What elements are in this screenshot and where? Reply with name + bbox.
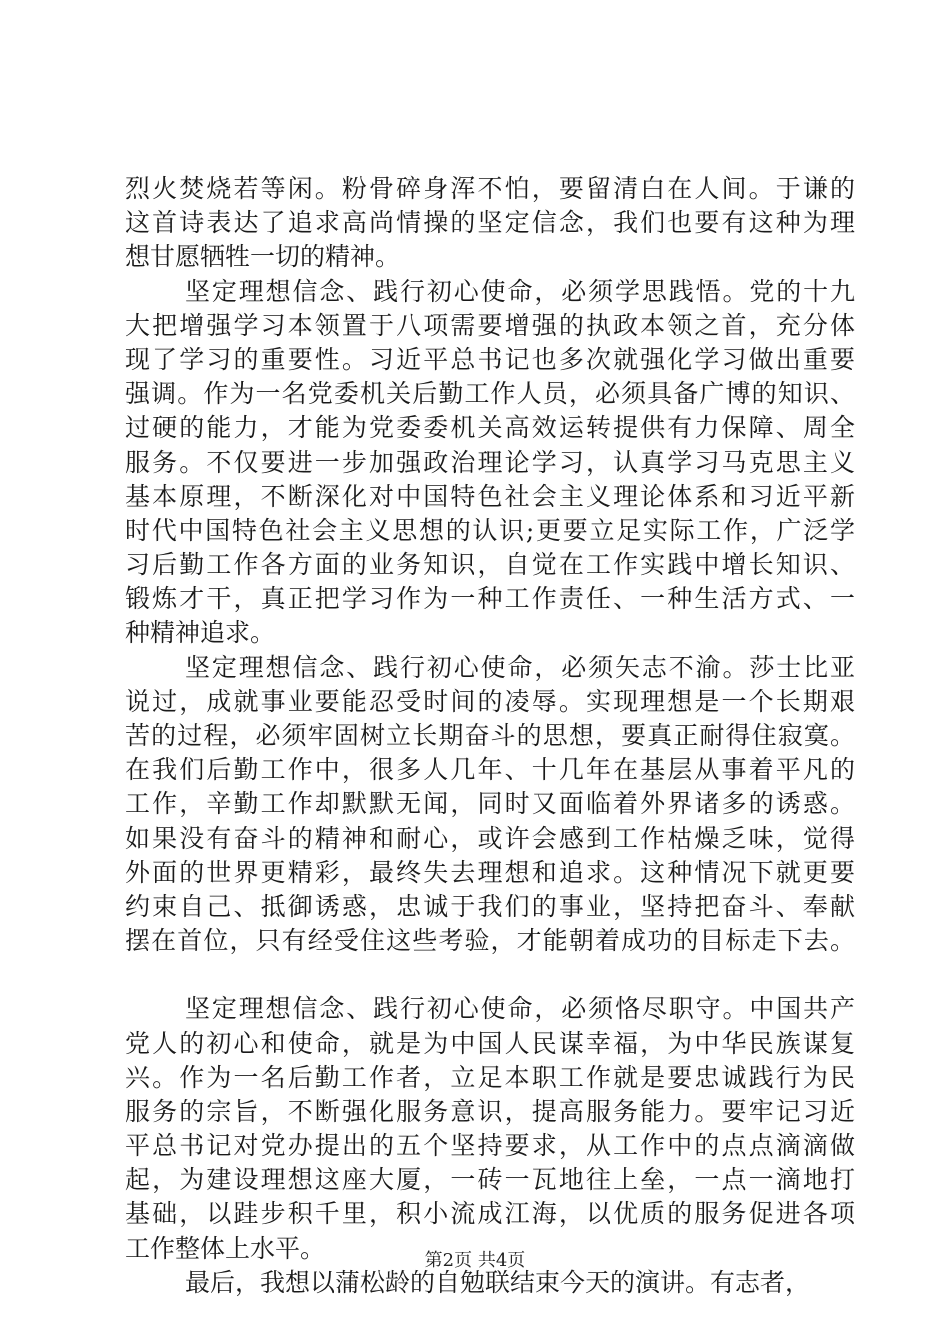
text-line: 现了学习的重要性。习近平总书记也多次就强化学习做出重要 <box>125 344 855 374</box>
text-line: 苦的过程，必须牢固树立长期奋斗的思想，要真正耐得住寂寞。 <box>125 721 855 750</box>
text-line: 烈火焚烧若等闲。粉骨碎身浑不怕，要留清白在人间。于谦的 <box>125 174 855 203</box>
text-line: 过硬的能力，才能为党委委机关高效运转提供有力保障、周全 <box>125 413 855 443</box>
text-line: 在我们后勤工作中，很多人几年、十几年在基层从事着平凡的 <box>125 755 855 785</box>
document-body <box>125 172 855 1300</box>
text-line: 外面的世界更精彩，最终失去理想和追求。这种情况下就更要 <box>125 857 855 887</box>
text-line: 种精神追求。 <box>125 618 276 648</box>
text-line: 摆在首位，只有经受住这些考验，才能朝着成功的目标走下去。 <box>125 926 855 956</box>
text-line: 最后，我想以蒲松龄的自勉联结束今天的演讲。有志者， <box>185 1267 811 1297</box>
text-line: 大把增强学习本领置于八项需要增强的执政本领之首，充分体 <box>125 310 855 340</box>
paragraph <box>125 651 855 959</box>
text-line: 约束自己、抵御诱惑，忠诚于我们的事业，坚持把奋斗、奉献 <box>125 891 855 921</box>
text-line: 服务。不仅要进一步加强政治理论学习，认真学习马克思主义 <box>125 447 855 477</box>
text-line: 工作，辛勤工作却默默无闻，同时又面临着外界诸多的诱惑。 <box>125 789 855 819</box>
text-line: 基本原理，不断深化对中国特色社会主义理论体系和习近平新 <box>125 481 855 511</box>
text-line: 想甘愿牺牲一切的精神。 <box>125 242 401 272</box>
text-line: 习后勤工作各方面的业务知识，自觉在工作实践中增长知识、 <box>125 550 855 580</box>
text-line: 锻炼才干，真正把学习作为一种工作责任、一种生活方式、一 <box>125 584 855 614</box>
text-line: 时代中国特色社会主义思想的认识;更要立足实际工作，广泛学 <box>125 515 855 545</box>
text-line: 这首诗表达了追求高尚情操的坚定信念，我们也要有这种为理 <box>125 208 855 238</box>
paragraph <box>125 275 855 651</box>
text-line: 工作整体上水平。 <box>125 1233 326 1263</box>
text-line: 说过，成就事业要能忍受时间的凌辱。实现理想是一个长期艰 <box>125 686 855 716</box>
text-line: 坚定理想信念、践行初心使命，必须学思践悟。党的十九 <box>185 276 855 306</box>
text-line: 兴。作为一名后勤工作者，立足本职工作就是要忠诚践行为民 <box>125 1062 855 1092</box>
paragraph <box>125 992 855 1266</box>
text-line: 基础，以跬步积千里，积小流成江海，以优质的服务促进各项 <box>125 1199 855 1229</box>
paragraph-gap <box>125 958 855 992</box>
text-line: 强调。作为一名党委机关后勤工作人员，必须具备广博的知识、 <box>125 379 855 409</box>
text-line: 服务的宗旨，不断强化服务意识，提高服务能力。要牢记习近 <box>125 1096 855 1126</box>
paragraph <box>125 172 855 275</box>
text-line: 坚定理想信念、践行初心使命，必须恪尽职守。中国共产 <box>185 994 855 1024</box>
page-number-footer: 第2页 共4页 <box>424 1250 526 1271</box>
text-line: 平总书记对党办提出的五个坚持要求，从工作中的点点滴滴做 <box>125 1131 855 1161</box>
text-line: 党人的初心和使命，就是为中国人民谋幸福，为中华民族谋复 <box>125 1028 855 1058</box>
text-line: 如果没有奋斗的精神和耐心，或许会感到工作枯燥乏味，觉得 <box>125 823 855 853</box>
text-line: 坚定理想信念、践行初心使命，必须矢志不渝。莎士比亚 <box>185 652 855 682</box>
text-line: 起，为建设理想这座大厦，一砖一瓦地往上垒，一点一滴地打 <box>125 1165 855 1195</box>
